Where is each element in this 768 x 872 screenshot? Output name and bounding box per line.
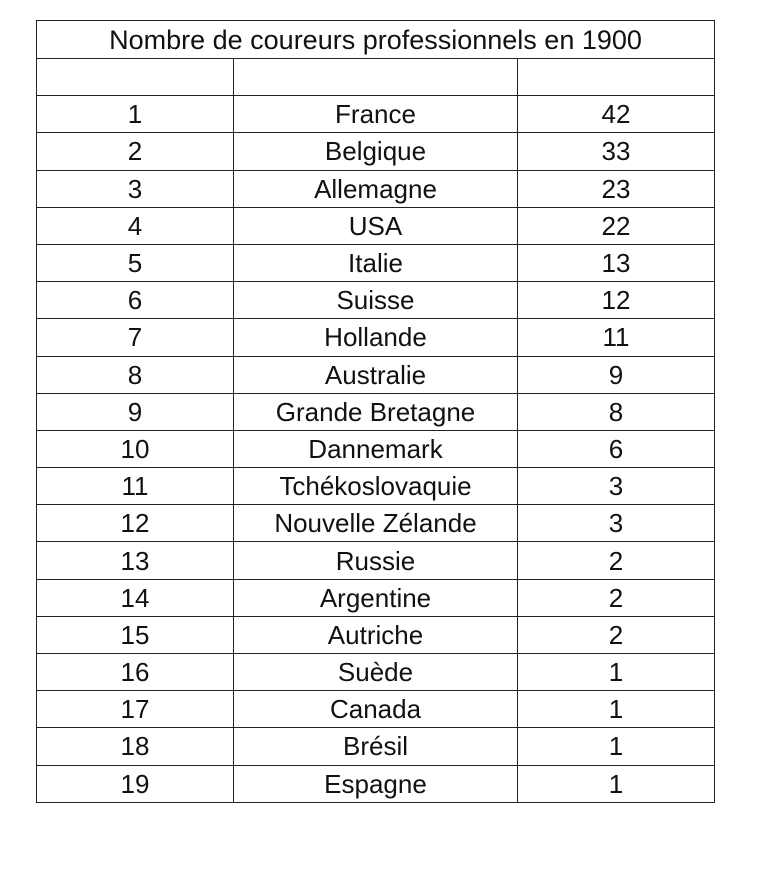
table-row <box>37 542 715 579</box>
rank-cell: 2 <box>37 133 234 170</box>
rank-cell: 7 <box>37 319 234 356</box>
table-row <box>37 468 715 505</box>
table-row <box>37 356 715 393</box>
count-cell: 13 <box>518 244 715 281</box>
count-cell: 22 <box>518 207 715 244</box>
rank-cell: 10 <box>37 430 234 467</box>
count-cell: 33 <box>518 133 715 170</box>
table-row <box>37 319 715 356</box>
country-cell: Canada <box>234 691 518 728</box>
country-cell: Italie <box>234 244 518 281</box>
country-cell: Nouvelle Zélande <box>234 505 518 542</box>
header-cell-country <box>234 59 518 96</box>
rank-cell: 4 <box>37 207 234 244</box>
title-row <box>37 21 715 59</box>
table-row <box>37 170 715 207</box>
rank-cell: 19 <box>37 765 234 802</box>
country-cell: Hollande <box>234 319 518 356</box>
riders-table <box>36 20 715 803</box>
rank-cell: 14 <box>37 579 234 616</box>
count-cell: 6 <box>518 430 715 467</box>
country-cell: USA <box>234 207 518 244</box>
table-row <box>37 133 715 170</box>
country-cell: Suisse <box>234 282 518 319</box>
country-cell: Autriche <box>234 616 518 653</box>
country-cell: Suède <box>234 654 518 691</box>
header-cell-count <box>518 59 715 96</box>
count-cell: 42 <box>518 96 715 133</box>
country-cell: Australie <box>234 356 518 393</box>
rank-cell: 8 <box>37 356 234 393</box>
table-row <box>37 579 715 616</box>
country-cell: Belgique <box>234 133 518 170</box>
table-row <box>37 282 715 319</box>
rank-cell: 9 <box>37 393 234 430</box>
count-cell: 1 <box>518 765 715 802</box>
rank-cell: 3 <box>37 170 234 207</box>
count-cell: 1 <box>518 728 715 765</box>
riders-table-container <box>36 20 714 803</box>
count-cell: 1 <box>518 691 715 728</box>
rank-cell: 12 <box>37 505 234 542</box>
table-row <box>37 728 715 765</box>
table-row <box>37 765 715 802</box>
table-row <box>37 96 715 133</box>
country-cell: Brésil <box>234 728 518 765</box>
table-row <box>37 654 715 691</box>
rank-cell: 15 <box>37 616 234 653</box>
rank-cell: 11 <box>37 468 234 505</box>
count-cell: 11 <box>518 319 715 356</box>
country-cell: Argentine <box>234 579 518 616</box>
country-cell: Grande Bretagne <box>234 393 518 430</box>
count-cell: 9 <box>518 356 715 393</box>
country-cell: Russie <box>234 542 518 579</box>
table-row <box>37 393 715 430</box>
table-title: Nombre de coureurs professionnels en 1900 <box>37 21 715 59</box>
country-cell: Allemagne <box>234 170 518 207</box>
table-row <box>37 691 715 728</box>
count-cell: 2 <box>518 579 715 616</box>
count-cell: 3 <box>518 468 715 505</box>
count-cell: 23 <box>518 170 715 207</box>
rank-cell: 5 <box>37 244 234 281</box>
table-row <box>37 616 715 653</box>
country-cell: Espagne <box>234 765 518 802</box>
country-cell: France <box>234 96 518 133</box>
count-cell: 12 <box>518 282 715 319</box>
rank-cell: 17 <box>37 691 234 728</box>
count-cell: 8 <box>518 393 715 430</box>
rank-cell: 6 <box>37 282 234 319</box>
table-row <box>37 207 715 244</box>
count-cell: 2 <box>518 616 715 653</box>
count-cell: 3 <box>518 505 715 542</box>
table-row <box>37 505 715 542</box>
country-cell: Tchékoslovaquie <box>234 468 518 505</box>
count-cell: 1 <box>518 654 715 691</box>
header-cell-rank <box>37 59 234 96</box>
country-cell: Dannemark <box>234 430 518 467</box>
rank-cell: 16 <box>37 654 234 691</box>
rank-cell: 13 <box>37 542 234 579</box>
table-row <box>37 430 715 467</box>
count-cell: 2 <box>518 542 715 579</box>
header-row <box>37 59 715 96</box>
rank-cell: 1 <box>37 96 234 133</box>
rank-cell: 18 <box>37 728 234 765</box>
table-row <box>37 244 715 281</box>
